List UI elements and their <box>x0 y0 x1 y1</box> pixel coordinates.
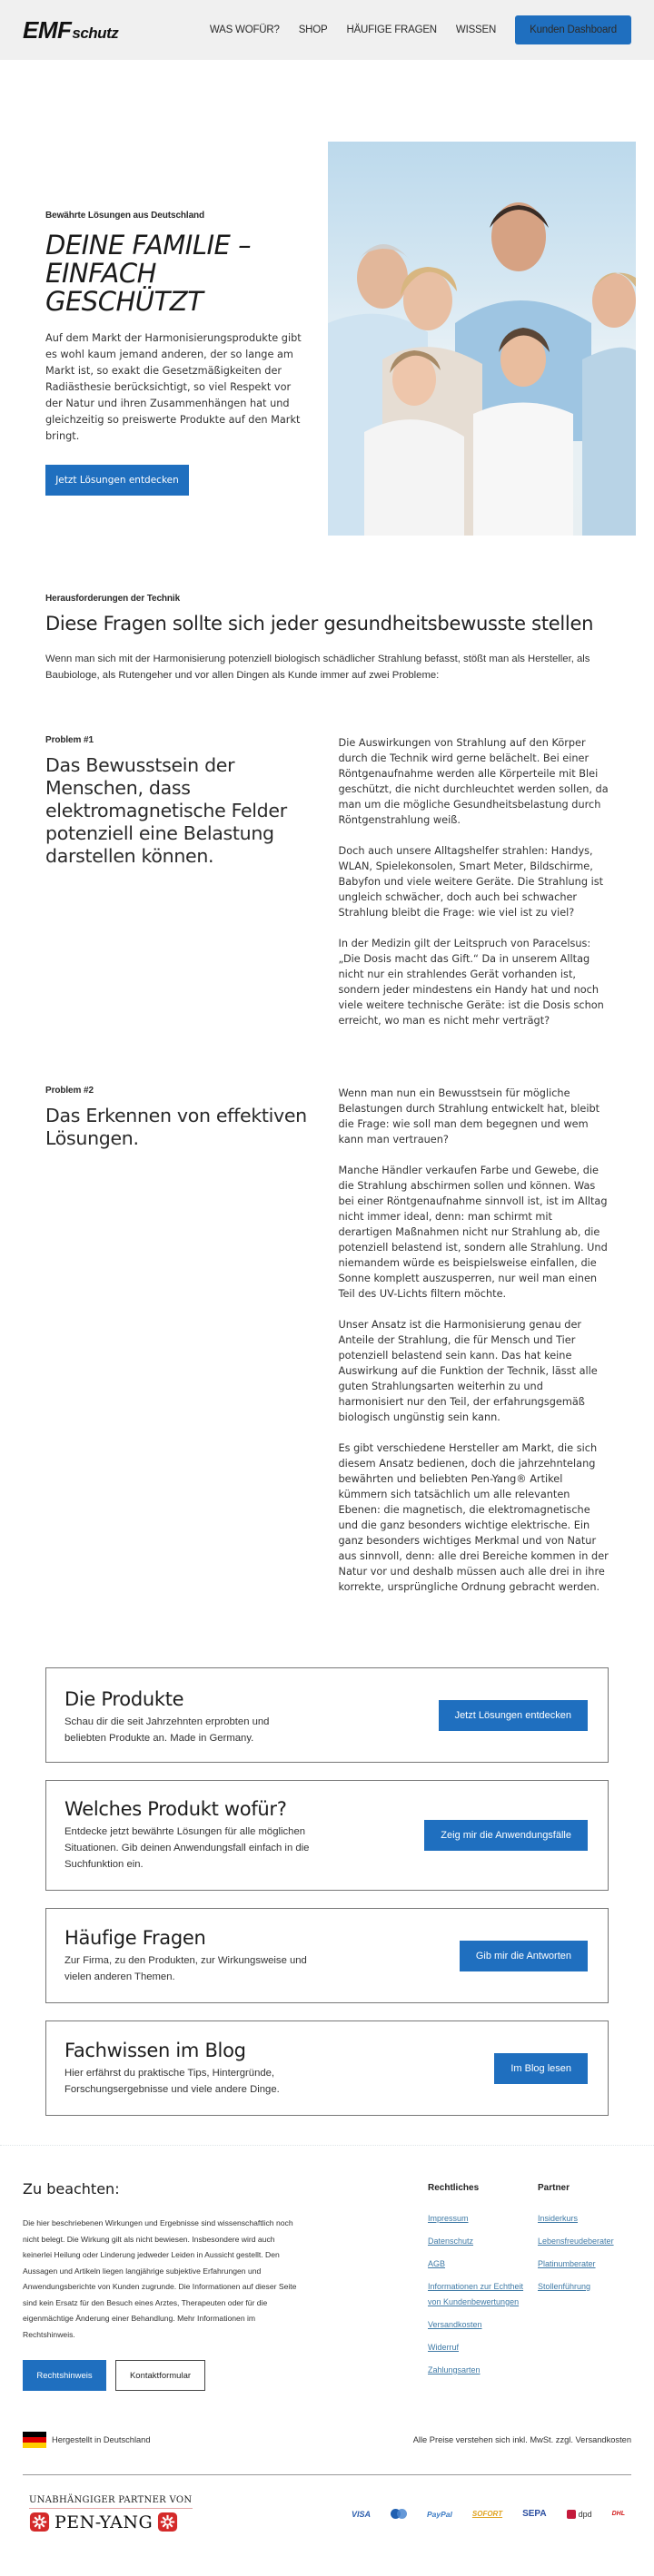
family-photo <box>328 142 636 536</box>
partner-label: UNABHÄNGIGER PARTNER VON <box>29 2495 193 2509</box>
notice-block <box>23 2180 304 2391</box>
problem-label: Problem #1 <box>45 735 94 745</box>
problem-paragraph: Wenn man nun ein Bewusstsein für mögliche Belastungen durch Strahlung entwickelt hat, bleibt die Frage: wie soll man dem begegnen und wem kann man vertrauen? <box>338 1087 600 1145</box>
hero-text: Auf dem Markt der Harmonisierungsprodukte gibt es wohl kaum jemand anderen, der so lange am Markt ist, so exakt die Gesetzmäßigkeiten der Radiästhesie berücksichtigt, so viel Respekt vor der Natur und ihren Zusammenhängen hat und gleichzeitig so preiswerte Produkte auf den Markt bringt. <box>45 332 302 442</box>
hero-content <box>45 211 309 496</box>
card-title: Welches Produkt wofür? <box>64 1798 287 1820</box>
card-title: Fachwissen im Blog <box>64 2039 246 2061</box>
problem-2 <box>0 1086 654 1595</box>
challenges-intro <box>0 536 654 683</box>
link-versandkosten[interactable]: Versandkosten <box>428 2320 482 2329</box>
nav-was-wofuer[interactable]: WAS WOFÜR? <box>209 25 280 35</box>
problem-paragraph: Doch auch unsere Alltagshelfer strahlen: Handys, WLAN, Spielekonsolen, Smart Meter, Bildschirme, Babyfon und viele weitere Geräte. Die Strahlung ist ungleich schwächer, doch auch bei schwacher Strahlung bleibt die Frage: wie viel ist zu viel? <box>338 845 604 919</box>
notice-title: Zu beachten: <box>23 2180 120 2197</box>
problem-paragraph: Die Auswirkungen von Strahlung auf den Körper durch die Technik wird gerne belächelt. Bei einer Röntgenaufnahme werden alle Körperteile mit Blei geschützt, die nicht durchleuchtet werden sollen, da man um die mögliche Gesundheitsbelastung durch Röntgenstrahlung weiß. <box>338 737 609 826</box>
sofort-icon: SOFORT <box>471 2510 503 2518</box>
dhl-icon: DHL <box>611 2511 625 2517</box>
link-insiderkurs[interactable]: Insiderkurs <box>538 2214 579 2223</box>
link-impressum[interactable]: Impressum <box>428 2214 469 2223</box>
footer-bottom-row <box>0 2427 654 2453</box>
problem-title: Das Erkennen von effektiven Lösungen. <box>45 1105 307 1149</box>
card-text: Schau dir die seit Jahrzehnten erprobten und beliebten Produkte an. Made in Germany. <box>64 1716 270 1744</box>
card-welches-produkt <box>45 1780 609 1891</box>
family-illustration-icon <box>328 142 636 536</box>
intro-title: Diese Fragen sollte sich jeder gesundheitsbewusste stellen <box>45 613 594 634</box>
nav-shop[interactable]: SHOP <box>298 25 328 35</box>
notice-text: Die hier beschriebenen Wirkungen und Ergebnisse sind wissenschaftlich noch nicht belegt. Die Wirkung gilt als nicht bewiesen. Insbesondere wird auch keinerlei Heilung oder Linderung jedweder Leiden in Aussicht gestellt. Den Aussagen und Artikeln liegen langjährige subjektive Erfahrungen und Anwendungsberichte von Kunden zugrunde. Die Informationen auf dieser Seite sind kein Ersatz für den Besuch eines Arztes, Therapeuten oder für die eigenmächtige Änderung einer Behandlung. Mehr Informationen im Rechtshinweis. <box>23 2218 297 2339</box>
sepa-icon: SEPA <box>522 2509 547 2519</box>
problem-paragraph: Manche Händler verkaufen Farbe und Gewebe, die die Strahlung abschirmen sollen und können. Was bei einer Röntgenaufnahme sinnvoll ist, ist im Alltag nicht immer ideal, denn: man schirmt mit derartigen Maßnahmen nicht nur Strahlung ab, die potenziell belastend ist, sondern alle Strahlung. Und niemandem würde es beispielsweise einfallen, die Sonne komplett auszusperren, nur weil man einen Teil des UV-Lichts filtern möchte. <box>338 1165 608 1300</box>
card-text: Hier erfährst du praktische Tips, Hintergründe, Forschungsergebnisse und viele andere Dinge. <box>64 2067 280 2095</box>
link-lebensfreudeberater[interactable]: Lebensfreudeberater <box>538 2237 614 2246</box>
blog-button[interactable]: Im Blog lesen <box>494 2053 588 2084</box>
kunden-dashboard-button[interactable]: Kunden Dashboard <box>515 15 631 44</box>
produkte-button[interactable]: Jetzt Lösungen entdecken <box>439 1700 588 1731</box>
partner-title: Partner <box>538 2183 570 2193</box>
hero-section <box>0 60 654 536</box>
link-widerruf[interactable]: Widerruf <box>428 2343 460 2352</box>
made-in-germany <box>23 2432 151 2448</box>
pen-yang-partner-logo[interactable] <box>29 2495 193 2532</box>
paypal-icon: PayPal <box>427 2509 452 2519</box>
link-platinumberater[interactable]: Platinumberater <box>538 2259 596 2268</box>
card-produkte <box>45 1667 609 1763</box>
footer-divider <box>23 2474 631 2475</box>
partner-brand: PEN-YANG <box>54 2512 154 2532</box>
main-nav <box>210 15 631 44</box>
cta-cards <box>0 1667 654 2116</box>
hero-title: DEINE FAMILIE – EINFACH GESCHÜTZT <box>45 230 252 317</box>
made-in-text: Hergestellt in Deutschland <box>52 2435 151 2444</box>
partner-column <box>538 2180 614 2391</box>
logo[interactable]: EMF schutz <box>23 15 119 44</box>
link-zahlungsarten[interactable]: Zahlungsarten <box>428 2365 481 2374</box>
card-haeufige-fragen <box>45 1908 609 2003</box>
problem-1 <box>0 735 654 1028</box>
nav-wissen[interactable]: WISSEN <box>455 25 497 35</box>
anwendungsfaelle-button[interactable]: Zeig mir die Anwendungsfälle <box>424 1820 588 1851</box>
link-echtheit-bewertungen[interactable]: Informationen zur Echtheit von Kundenbewertungen <box>428 2282 524 2306</box>
problem-paragraph: In der Medizin gilt der Leitspruch von Paracelsus: „Die Dosis macht das Gift.“ Da in unserem Alltag nicht nur ein strahlendes Gerät vorhanden ist, sondern jeder mindestens ein Handy hat und noch viele weitere technische Geräte: ist die Dosis schon erreicht, wo man es nicht mehr verträgt? <box>338 938 604 1027</box>
problem-body <box>339 735 609 1028</box>
problem-paragraph: Es gibt verschiedene Hersteller am Markt, die sich diesem Ansatz bedienen, doch die jahrzehntelang bewährten und beliebten Pen-Yang® Artikel kümmern sich tatsächlich um alle relevanten Ebenen: die magnetisch, die elektromagnetische und die ganz besonders wichtige elektrische. Ein ganz besonders wichtiges Merkmal und von Natur aus sinnvoll, denn: alle drei Bereiche kommen in der Natur vor und deshalb müssen auch alle drei in ihre korrekte, ursprüngliche Ordnung gebracht werden. <box>338 1442 609 1593</box>
card-blog <box>45 2020 609 2116</box>
card-title: Die Produkte <box>64 1687 184 1710</box>
intro-eyebrow: Herausforderungen der Technik <box>45 594 181 604</box>
germany-flag-icon <box>23 2432 46 2448</box>
antworten-button[interactable]: Gib mir die Antworten <box>460 1941 588 1971</box>
nav-haeufige-fragen[interactable]: HÄUFIGE FRAGEN <box>346 25 437 35</box>
legal-title: Rechtliches <box>428 2183 480 2193</box>
site-header <box>0 0 654 60</box>
card-text: Entdecke jetzt bewährte Lösungen für alle möglichen Situationen. Gib deinen Anwendungsfall einfach in die Suchfunktion ein. <box>64 1826 310 1870</box>
site-footer <box>0 2146 654 2576</box>
intro-text: Wenn man sich mit der Harmonisierung potenziell biologisch schädlicher Strahlung befasst, stößt man als Hersteller, als Baubiologe, als Rutengeher und vor allen Dingen als Kunde immer auf zwei Probleme: <box>45 654 590 681</box>
problem-title: Das Bewusstsein der Menschen, dass elektromagnetische Felder potenziell eine Belastung darstellen können. <box>45 754 287 867</box>
partner-row <box>0 2495 654 2532</box>
legal-column <box>428 2180 530 2391</box>
kontaktformular-button[interactable]: Kontaktformular <box>115 2360 205 2391</box>
hero-cta-button[interactable]: Jetzt Lösungen entdecken <box>45 465 189 496</box>
problem-label: Problem #2 <box>45 1086 94 1096</box>
mastercard-icon <box>391 2509 407 2519</box>
card-text: Zur Firma, zu den Produkten, zur Wirkungsweise und vielen anderen Themen. <box>64 1954 307 1982</box>
link-datenschutz[interactable]: Datenschutz <box>428 2237 474 2246</box>
link-agb[interactable]: AGB <box>428 2259 446 2268</box>
card-title: Häufige Fragen <box>64 1926 206 1949</box>
prices-note: Alle Preise verstehen sich inkl. MwSt. zzgl. Versandkosten <box>412 2435 631 2444</box>
hero-eyebrow: Bewährte Lösungen aus Deutschland <box>45 211 205 221</box>
link-stollenfuehrung[interactable]: Stollenführung <box>538 2282 591 2291</box>
rechtshinweis-button[interactable]: Rechtshinweis <box>23 2360 106 2391</box>
payment-methods <box>352 2509 625 2519</box>
visa-icon: VISA <box>351 2509 371 2519</box>
problem-body <box>339 1086 609 1595</box>
problem-paragraph: Unser Ansatz ist die Harmonisierung genau der Anteile der Strahlung, die für Mensch und Tier potenziell belastend sein kann. Das hat keine Auswirkung auf die Funktion der Technik, lässt alle guten Strahlungsarten weiterhin zu und harmonisiert nur den Teil, der erfahrungsgemäß biologisch ungünstig sein kann. <box>338 1319 598 1423</box>
dpd-icon: dpd <box>567 2510 592 2519</box>
